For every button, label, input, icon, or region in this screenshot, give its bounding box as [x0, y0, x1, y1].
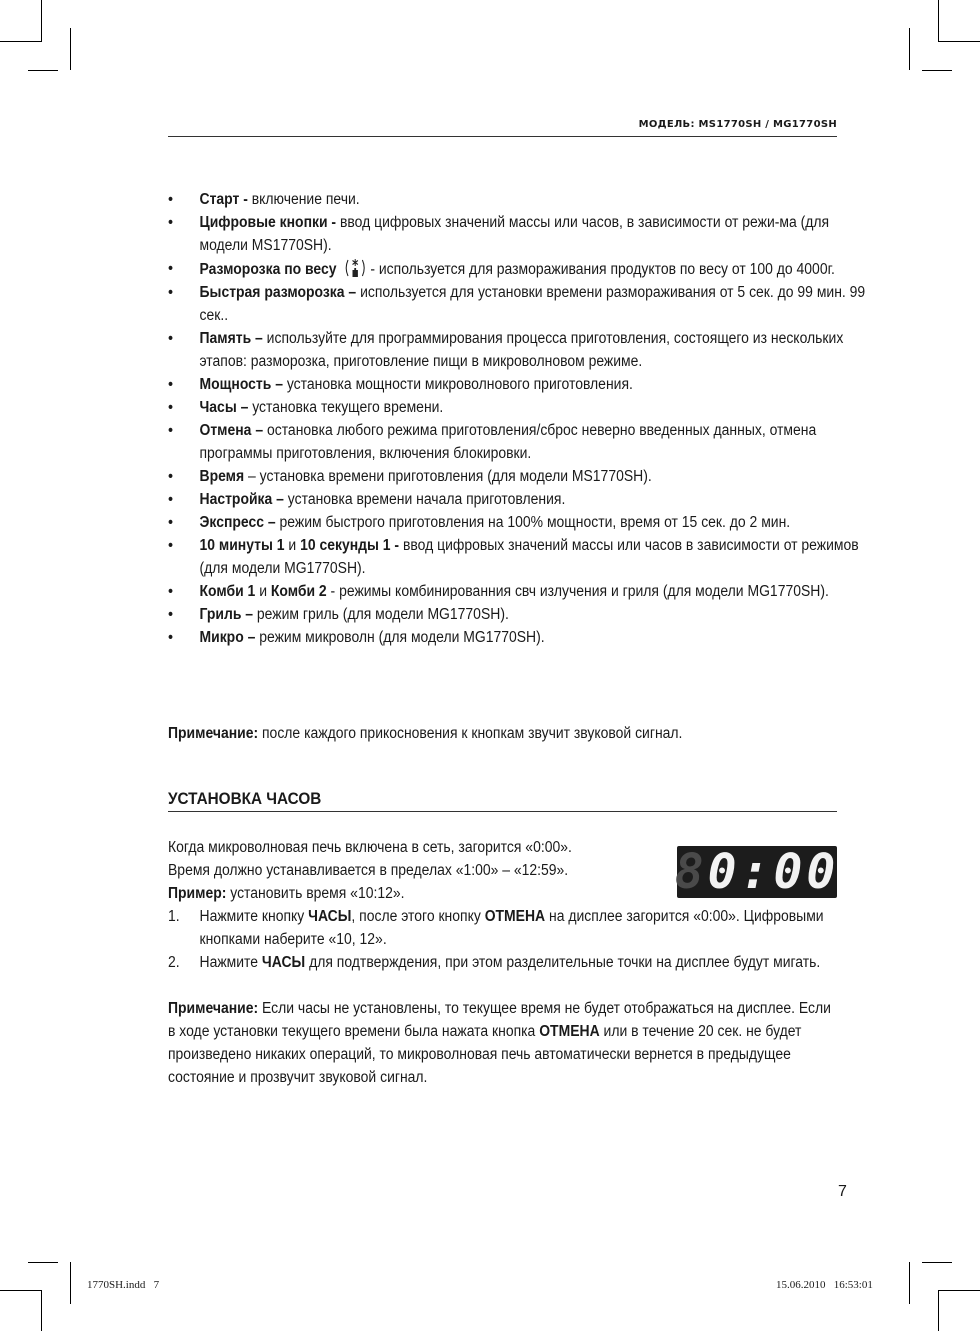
note-text: после каждого прикосновения к кнопкам звучит звуковой сигнал.	[258, 725, 683, 742]
button-description-list	[168, 188, 866, 649]
step-text: , после этого кнопку	[351, 908, 485, 925]
list-item	[168, 603, 869, 626]
term: Время	[199, 468, 245, 485]
term: Часы –	[199, 399, 249, 416]
description: остановка любого режима приготовления/сброс неверно введенных данных, отмена программы приготовления, включения блокировки.	[199, 422, 817, 462]
list-item	[168, 281, 869, 327]
crop-mark	[909, 1262, 910, 1304]
step-number: 1.	[168, 908, 180, 925]
crop-mark	[41, 0, 42, 42]
list-item	[168, 419, 869, 465]
step-item	[168, 951, 869, 974]
step-text: на дисплее загорится «0:00». Цифровыми кнопками наберите «10, 12».	[199, 908, 824, 948]
crop-mark	[938, 1290, 939, 1331]
term: Экспресс –	[199, 514, 276, 531]
list-item	[168, 327, 869, 373]
list-item	[168, 465, 869, 488]
note-text: или в течение 20 сек. не будет произведено никаких операций, то микроволновая печь автоматически вернется в предыдущее состояние и прозвучит звуковой сигнал.	[168, 1023, 802, 1086]
description: - режимы комбинированния свч излучения и гриля (для модели MG1770SH).	[326, 583, 829, 600]
crop-mark	[938, 41, 980, 42]
term: Память –	[199, 330, 263, 347]
steps-list	[168, 905, 838, 974]
term: Быстрая разморозка –	[199, 284, 357, 301]
connector: и	[255, 583, 271, 600]
description: режим микроволн (для модели MG1770SH).	[255, 629, 545, 646]
crop-mark	[909, 28, 910, 70]
display-ghost-digit: 8	[674, 844, 708, 900]
list-item	[168, 188, 869, 211]
description: используйте для программирования процесса приготовления, состоящего из нескольких этапов: разморозка, приготовление пищи в микроволновом режиме.	[199, 330, 844, 370]
step-text: Нажмите	[199, 954, 262, 971]
term: Разморозка по весу	[199, 261, 337, 278]
list-item	[168, 211, 869, 257]
description: установка текущего времени.	[248, 399, 444, 416]
crop-mark	[938, 1290, 980, 1291]
list-item	[168, 488, 869, 511]
note-paragraph	[168, 722, 682, 745]
note-text: Если часы не установлены, то текущее время не будет отображаться на дисплее. Если в ходе установки текущего времени была нажата кнопка	[168, 1000, 831, 1040]
crop-mark	[41, 1290, 42, 1331]
step-item	[168, 905, 869, 951]
crop-mark	[70, 1262, 71, 1304]
description: установка времени начала приготовления.	[283, 491, 566, 508]
crop-mark	[70, 28, 71, 70]
slug-datetime: 15.06.2010 16:53:01	[776, 1279, 873, 1291]
key-name: ОТМЕНА	[539, 1023, 600, 1040]
intro-line: Когда микроволновая печь включена в сеть, загорится «0:00».	[168, 839, 572, 856]
crop-mark	[922, 1262, 952, 1263]
defrost-weight-icon	[343, 257, 366, 279]
crop-mark	[28, 1262, 58, 1263]
term: 10 минуты 1	[199, 537, 285, 554]
list-item	[168, 257, 869, 281]
term: Отмена –	[199, 422, 264, 439]
term: Комби 2	[270, 583, 327, 600]
term: Цифровые кнопки -	[199, 214, 337, 231]
example-label: Пример:	[168, 885, 227, 902]
list-item	[168, 396, 869, 419]
list-item	[168, 534, 869, 580]
page-number: 7	[838, 1183, 847, 1200]
key-name: ЧАСЫ	[308, 908, 352, 925]
display-time: 0:00	[707, 844, 840, 900]
section-divider	[168, 811, 837, 812]
description: режим быстрого приготовления на 100% мощности, время от 15 сек. до 2 мин.	[275, 514, 791, 531]
example-text: установить время «10:12».	[226, 885, 405, 902]
step-number: 2.	[168, 954, 180, 971]
description: используется для установки времени размораживания от 5 сек. до 99 мин. 99 сек..	[199, 284, 866, 324]
note-label: Примечание:	[168, 1000, 259, 1017]
term: Старт -	[199, 191, 248, 208]
example-line	[168, 882, 404, 905]
term: Мощность –	[199, 376, 283, 393]
list-item	[168, 580, 869, 603]
description: включение печи.	[247, 191, 360, 208]
step-text: для подтверждения, при этом разделительные точки на дисплее будут мигать.	[305, 954, 821, 971]
list-item	[168, 373, 869, 396]
note-label: Примечание:	[168, 725, 259, 742]
description: – установка времени приготовления (для модели MS1770SH).	[244, 468, 652, 485]
list-item	[168, 511, 869, 534]
description: установка мощности микроволнового приготовления.	[282, 376, 633, 393]
step-text: Нажмите кнопку	[199, 908, 309, 925]
key-name: ЧАСЫ	[261, 954, 306, 971]
crop-mark	[0, 1290, 42, 1291]
crop-mark	[0, 41, 42, 42]
description: режим гриль (для модели MG1770SH).	[253, 606, 509, 623]
intro-line: Время должно устанавливается в пределах «1:00» – «12:59».	[168, 862, 569, 879]
crop-mark	[938, 0, 939, 42]
crop-mark	[28, 70, 58, 71]
connector: и	[284, 537, 301, 554]
description: ввод цифровых значений массы или часов в зависимости от режимов (для модели MG1770SH).	[199, 537, 859, 577]
slug-filename: 1770SH.indd 7	[87, 1279, 160, 1291]
description: ввод цифровых значений массы или часов, в зависимости от режи-ма (для модели MS1770SH).	[199, 214, 830, 254]
term: Комби 1	[199, 583, 256, 600]
clock-display	[674, 844, 840, 900]
note-paragraph	[168, 997, 835, 1089]
crop-mark	[922, 70, 952, 71]
header-divider	[168, 136, 837, 137]
header-model: МОДЕЛЬ: MS1770SH / MG1770SH	[638, 119, 837, 130]
term: Гриль –	[199, 606, 254, 623]
list-item	[168, 626, 869, 649]
term: Микро –	[199, 629, 256, 646]
term: 10 секунды 1 -	[300, 537, 400, 554]
key-name: ОТМЕНА	[484, 908, 546, 925]
description: - используется для размораживания продуктов по весу от 100 до 4000г.	[366, 261, 835, 278]
section-title: УСТАНОВКА ЧАСОВ	[168, 789, 322, 808]
term: Настройка –	[199, 491, 284, 508]
